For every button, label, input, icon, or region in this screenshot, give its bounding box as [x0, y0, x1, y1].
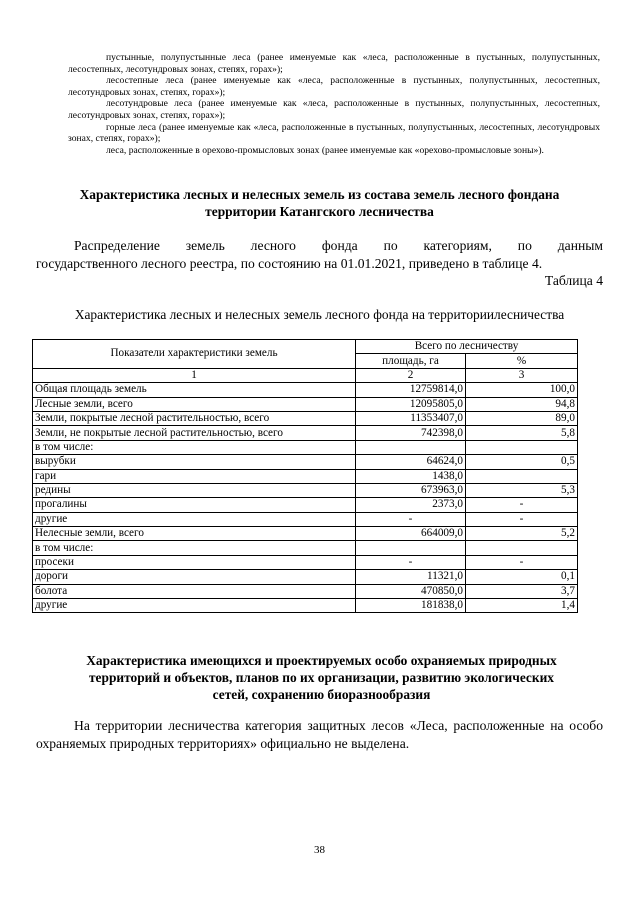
row-label-cell: Лесные земли, всего	[33, 397, 356, 411]
row-label-cell: Земли, покрытые лесной растительностью, всего	[33, 411, 356, 425]
table-caption: Характеристика лесных и нелесных земель лесного фонда на территориилесничества	[74, 307, 565, 322]
area-cell: 2373,0	[356, 498, 466, 512]
table-row	[33, 527, 578, 541]
area-cell	[356, 541, 466, 555]
page-number: 38	[314, 844, 325, 856]
row-label-cell: Нелесные земли, всего	[33, 527, 356, 541]
percent-cell	[466, 541, 578, 555]
table-body	[33, 383, 578, 613]
column-header: площадь, га	[356, 354, 466, 368]
heading-line: территорий и объектов, планов по их организации, развитию экологических	[88, 670, 554, 685]
list-item: лесотундровые леса (ранее именуемые как «леса, расположенные в пустынных, полупустынных, лесостепных, лесотундровых зонах, степях, горах»);	[68, 98, 600, 121]
table-row	[33, 426, 578, 440]
row-label-cell: вырубки	[33, 455, 356, 469]
heading-line: Характеристика имеющихся и проектируемых особо охраняемых природных	[86, 653, 557, 668]
row-label-cell: другие	[33, 599, 356, 613]
table-row	[33, 383, 578, 397]
area-cell: -	[356, 512, 466, 526]
row-label-cell: другие	[33, 512, 356, 526]
list-item: пустынные, полупустынные леса (ранее именуемые как «леса, расположенные в пустынных, полупустынных, лесостепных, лесотундровых зонах, степях, горах»);	[68, 52, 600, 75]
percent-cell: 89,0	[466, 411, 578, 425]
heading-line: территории Катангского лесничества	[205, 204, 434, 219]
row-label-cell: редины	[33, 483, 356, 497]
percent-cell: -	[466, 498, 578, 512]
area-cell: -	[356, 555, 466, 569]
row-label-cell: прогалины	[33, 498, 356, 512]
percent-cell: -	[466, 555, 578, 569]
column-number: 2	[356, 368, 466, 382]
table-row	[33, 440, 578, 454]
percent-cell: 0,1	[466, 570, 578, 584]
percent-cell: 1,4	[466, 599, 578, 613]
table-row	[33, 455, 578, 469]
area-cell: 12759814,0	[356, 383, 466, 397]
column-number: 3	[466, 368, 578, 382]
area-cell: 11321,0	[356, 570, 466, 584]
row-label-cell: Общая площадь земель	[33, 383, 356, 397]
column-header: %	[466, 354, 578, 368]
row-label-cell: в том числе:	[33, 440, 356, 454]
land-characteristics-table	[32, 339, 578, 613]
percent-cell: 94,8	[466, 397, 578, 411]
table-row	[33, 397, 578, 411]
paragraph-line: Распределение земель лесного фонда по категориям, по данным	[74, 238, 603, 253]
body-paragraph	[36, 237, 603, 272]
heading-line: сетей, сохранению биоразнообразия	[212, 687, 431, 702]
paragraph-text: На территории лесничества категория защитных лесов «Леса, расположенные на особо охраняемых природных территориях» официально не выделена.	[36, 718, 603, 751]
area-cell: 11353407,0	[356, 411, 466, 425]
list-item: лесостепные леса (ранее именуемые как «леса, расположенные в пустынных, полупустынных, лесостепных, лесотундровых зонах, степях, горах»);	[68, 75, 600, 98]
row-label-cell: гари	[33, 469, 356, 483]
table-row	[33, 584, 578, 598]
table-row	[33, 570, 578, 584]
table-row	[33, 469, 578, 483]
area-cell: 742398,0	[356, 426, 466, 440]
area-cell	[356, 440, 466, 454]
heading-line: Характеристика лесных и нелесных земель из состава земель лесного фондана	[79, 187, 560, 202]
table-row	[33, 411, 578, 425]
table-row	[33, 512, 578, 526]
column-group-header: Всего по лесничеству	[356, 340, 578, 354]
area-cell: 664009,0	[356, 527, 466, 541]
row-label-cell: просеки	[33, 555, 356, 569]
table-row	[33, 555, 578, 569]
body-paragraph	[36, 717, 603, 752]
table-row	[33, 483, 578, 497]
area-cell: 1438,0	[356, 469, 466, 483]
row-label-cell: Земли, не покрытые лесной растительностью, всего	[33, 426, 356, 440]
area-cell: 470850,0	[356, 584, 466, 598]
row-label-cell: дороги	[33, 570, 356, 584]
percent-cell	[466, 440, 578, 454]
percent-cell: -	[466, 512, 578, 526]
percent-cell: 5,3	[466, 483, 578, 497]
table-row	[33, 541, 578, 555]
table-row	[33, 498, 578, 512]
list-item: леса, расположенные в орехово-промысловых зонах (ранее именуемые как «орехово-промысловые зоны»).	[106, 144, 544, 156]
forest-types-list	[68, 52, 600, 156]
percent-cell: 5,8	[466, 426, 578, 440]
section-heading	[40, 652, 603, 703]
column-header: Показатели характеристики земель	[33, 340, 356, 369]
row-label-cell: болота	[33, 584, 356, 598]
column-number: 1	[33, 368, 356, 382]
table-label: Таблица 4	[544, 273, 603, 288]
percent-cell: 100,0	[466, 383, 578, 397]
area-cell: 181838,0	[356, 599, 466, 613]
paragraph-line: государственного лесного реестра, по состоянию на 01.01.2021, приведено в таблице 4.	[36, 255, 543, 271]
area-cell: 673963,0	[356, 483, 466, 497]
percent-cell: 5,2	[466, 527, 578, 541]
list-item: горные леса (ранее именуемые как «леса, расположенные в пустынных, полупустынных, лесостепных, лесотундровых зонах, степях, горах»);	[68, 121, 600, 145]
percent-cell: 0,5	[466, 455, 578, 469]
row-label-cell: в том числе:	[33, 541, 356, 555]
area-cell: 12095805,0	[356, 397, 466, 411]
percent-cell: 3,7	[466, 584, 578, 598]
section-heading	[36, 186, 603, 220]
table-row	[33, 599, 578, 613]
area-cell: 64624,0	[356, 455, 466, 469]
percent-cell	[466, 469, 578, 483]
